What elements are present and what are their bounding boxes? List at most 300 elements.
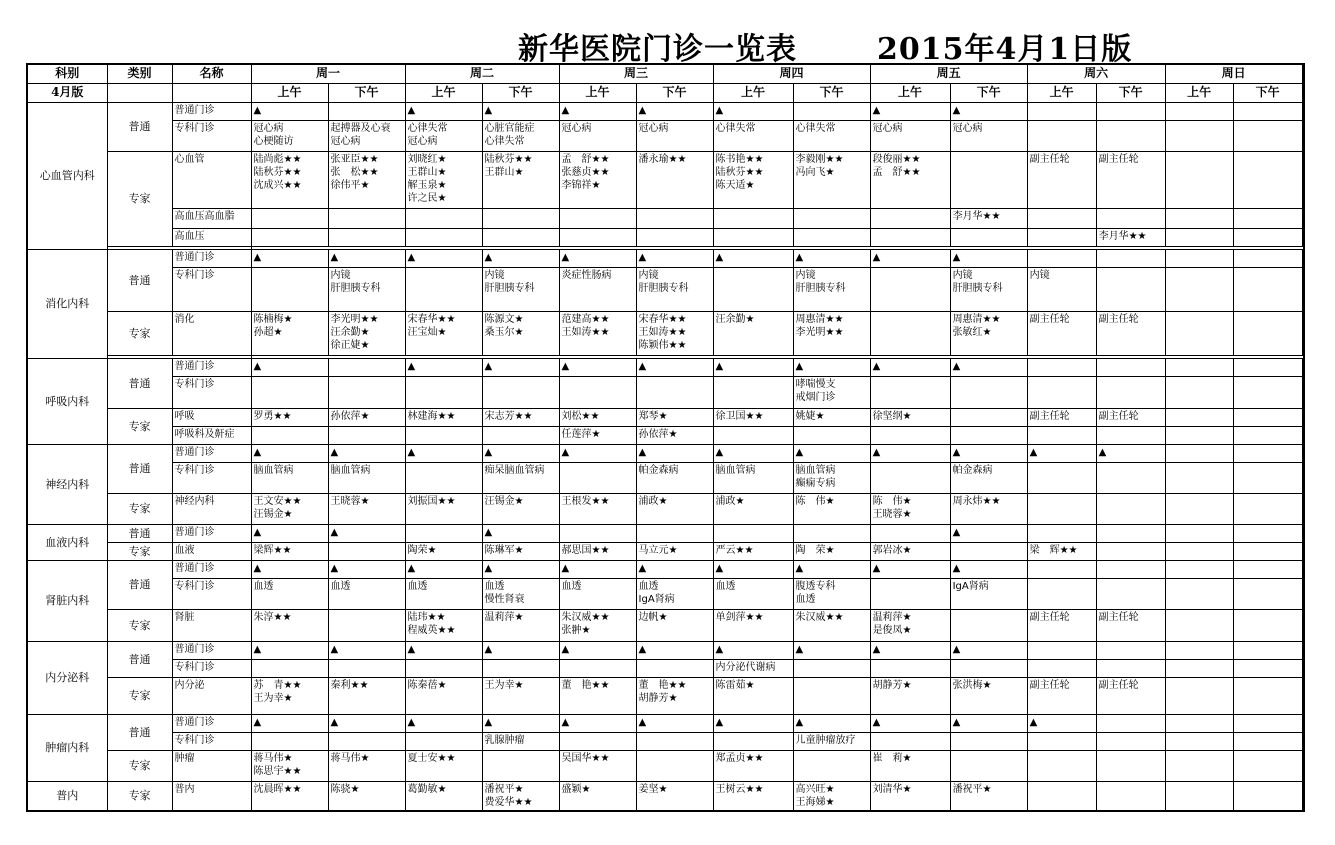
schedule-cell: [636, 376, 713, 408]
schedule-cell: [328, 228, 405, 246]
schedule-cell: ▲: [251, 358, 328, 376]
schedule-cell: 儿童肿瘤放疗: [793, 732, 870, 750]
schedule-cell: [482, 659, 559, 677]
header-am: 上午: [1027, 83, 1096, 102]
schedule-cell: [1096, 524, 1165, 542]
schedule-cell: ▲: [713, 714, 793, 732]
clinic-name-cell: 血液: [172, 542, 251, 560]
schedule-row: [27, 750, 1304, 781]
schedule-row: [27, 578, 1304, 609]
schedule-cell: [1233, 560, 1302, 578]
schedule-cell: 内分泌代谢病: [713, 659, 793, 677]
schedule-cell: [713, 208, 793, 228]
category-cell: 专家: [107, 781, 172, 811]
schedule-cell: ▲: [405, 641, 482, 659]
schedule-cell: 内镜 肝胆胰专科: [328, 267, 405, 311]
schedule-cell: 温莉萍★: [482, 609, 559, 641]
schedule-cell: 沈晨晖★★: [251, 781, 328, 811]
schedule-cell: [1165, 151, 1233, 208]
schedule-cell: [1096, 781, 1165, 811]
schedule-cell: ▲: [328, 524, 405, 542]
clinic-name-cell: 高血压: [172, 228, 251, 246]
clinic-name-cell: 呼吸: [172, 408, 251, 426]
schedule-row: [27, 781, 1304, 811]
schedule-row: [27, 641, 1304, 659]
schedule-cell: [1165, 781, 1233, 811]
schedule-cell: ▲: [251, 444, 328, 462]
schedule-cell: 徐坚纲★: [870, 408, 950, 426]
schedule-row: [27, 609, 1304, 641]
schedule-cell: [251, 376, 328, 408]
schedule-cell: 郝思国★★: [559, 542, 636, 560]
schedule-cell: [559, 659, 636, 677]
schedule-cell: [950, 426, 1027, 444]
clinic-name-cell: 呼吸科及鼾症: [172, 426, 251, 444]
schedule-cell: 孙依萍★: [636, 426, 713, 444]
clinic-name-cell: 肾脏: [172, 609, 251, 641]
schedule-cell: 刘振国★★: [405, 493, 482, 524]
category-cell: 专家: [107, 609, 172, 641]
schedule-cell: [870, 208, 950, 228]
clinic-name-cell: 高血压高血脂: [172, 208, 251, 228]
category-cell: 普通: [107, 714, 172, 750]
schedule-row: [27, 408, 1304, 426]
schedule-cell: [1027, 102, 1096, 120]
schedule-cell: ▲: [1027, 444, 1096, 462]
schedule-cell: 吴国华★★: [559, 750, 636, 781]
schedule-cell: [1165, 376, 1233, 408]
schedule-cell: IgA肾病: [950, 578, 1027, 609]
schedule-cell: 内镜 肝胆胰专科: [482, 267, 559, 311]
schedule-cell: [1027, 376, 1096, 408]
schedule-cell: 马立元★: [636, 542, 713, 560]
schedule-cell: [1165, 542, 1233, 560]
header-pm: 下午: [328, 83, 405, 102]
schedule-cell: [1233, 151, 1302, 208]
schedule-cell: ▲: [636, 249, 713, 267]
schedule-cell: 副主任轮: [1096, 311, 1165, 355]
schedule-cell: 崔 莉★: [870, 750, 950, 781]
schedule-cell: 段俊丽★★ 孟 舒★★: [870, 151, 950, 208]
schedule-cell: 腹透专科 血透: [793, 578, 870, 609]
schedule-cell: [1096, 208, 1165, 228]
schedule-cell: 血透: [713, 578, 793, 609]
schedule-cell: [1165, 493, 1233, 524]
schedule-cell: 秦利★★: [328, 677, 405, 714]
schedule-cell: [1096, 732, 1165, 750]
schedule-row: [27, 659, 1304, 677]
schedule-cell: [482, 750, 559, 781]
schedule-cell: [1165, 750, 1233, 781]
schedule-cell: ▲: [559, 358, 636, 376]
clinic-name-cell: 神经内科: [172, 493, 251, 524]
schedule-cell: [1096, 641, 1165, 659]
clinic-name-cell: 普通门诊: [172, 444, 251, 462]
header-row-days: [27, 64, 1304, 83]
department-cell: 血液内科: [27, 524, 107, 560]
department-cell: 普内: [27, 781, 107, 811]
schedule-cell: 温莉萍★ 是俊凤★: [870, 609, 950, 641]
schedule-cell: [251, 659, 328, 677]
schedule-cell: ▲: [950, 560, 1027, 578]
schedule-cell: ▲: [793, 249, 870, 267]
header-pm: 下午: [1096, 83, 1165, 102]
schedule-cell: 心律失常 冠心病: [405, 120, 482, 151]
schedule-cell: 刘松★★: [559, 408, 636, 426]
schedule-cell: ▲: [950, 444, 1027, 462]
schedule-table: [26, 63, 1305, 812]
schedule-cell: 陶荣★: [405, 542, 482, 560]
schedule-cell: ▲: [482, 560, 559, 578]
clinic-name-cell: 普通门诊: [172, 714, 251, 732]
schedule-cell: [1027, 578, 1096, 609]
schedule-cell: [559, 732, 636, 750]
schedule-cell: 副主任轮: [1027, 311, 1096, 355]
category-cell: 专家: [107, 151, 172, 246]
department-cell: 心血管内科: [27, 102, 107, 249]
schedule-cell: 陈秦蓓★: [405, 677, 482, 714]
schedule-cell: [950, 542, 1027, 560]
category-cell: 普通: [107, 102, 172, 151]
schedule-cell: ▲: [482, 358, 559, 376]
schedule-cell: 脑血管病 癫痫专病: [793, 462, 870, 493]
schedule-cell: 副主任轮: [1096, 677, 1165, 714]
schedule-cell: ▲: [559, 714, 636, 732]
header-pm: 下午: [1233, 83, 1302, 102]
schedule-cell: 陈雷茹★: [713, 677, 793, 714]
schedule-row: [27, 542, 1304, 560]
schedule-cell: [1233, 376, 1302, 408]
schedule-cell: 朱汉威★★ 张翀★: [559, 609, 636, 641]
schedule-cell: [950, 659, 1027, 677]
schedule-cell: 夏士安★★: [405, 750, 482, 781]
department-cell: 神经内科: [27, 444, 107, 524]
schedule-cell: 副主任轮: [1027, 408, 1096, 426]
clinic-name-cell: 普通门诊: [172, 249, 251, 267]
clinic-name-cell: 普通门诊: [172, 524, 251, 542]
schedule-cell: [870, 732, 950, 750]
schedule-cell: [405, 376, 482, 408]
header-blank: [107, 83, 172, 102]
schedule-cell: ▲: [950, 714, 1027, 732]
schedule-cell: [251, 208, 328, 228]
schedule-cell: ▲: [713, 102, 793, 120]
schedule-cell: ▲: [870, 714, 950, 732]
schedule-cell: 内镜 肝胆胰专科: [793, 267, 870, 311]
schedule-cell: 郑琴★: [636, 408, 713, 426]
schedule-cell: ▲: [793, 358, 870, 376]
schedule-cell: [870, 376, 950, 408]
schedule-cell: ▲: [405, 714, 482, 732]
schedule-cell: [1027, 426, 1096, 444]
clinic-name-cell: 普内: [172, 781, 251, 811]
schedule-cell: ▲: [950, 358, 1027, 376]
header-day: 周三: [559, 64, 713, 83]
schedule-cell: 董 艳★★: [559, 677, 636, 714]
schedule-cell: [1096, 659, 1165, 677]
schedule-cell: 潘祝平★ 费爱华★★: [482, 781, 559, 811]
schedule-cell: [1096, 426, 1165, 444]
category-cell: 普通: [107, 249, 172, 311]
schedule-cell: [793, 426, 870, 444]
schedule-cell: 陆玮★★ 程威英★★: [405, 609, 482, 641]
schedule-cell: [793, 228, 870, 246]
header-day: 周五: [870, 64, 1027, 83]
clinic-name-cell: 专科门诊: [172, 578, 251, 609]
schedule-cell: [636, 732, 713, 750]
schedule-cell: ▲: [251, 524, 328, 542]
schedule-cell: ▲: [559, 641, 636, 659]
schedule-cell: 胡静芳★: [870, 677, 950, 714]
schedule-cell: [1096, 714, 1165, 732]
header-pm: 下午: [636, 83, 713, 102]
schedule-cell: [1165, 714, 1233, 732]
schedule-cell: 刘清华★: [870, 781, 950, 811]
schedule-row: [27, 267, 1304, 311]
schedule-body: [27, 64, 1304, 811]
schedule-cell: 浦政★: [636, 493, 713, 524]
schedule-cell: [1165, 267, 1233, 311]
schedule-cell: ▲: [251, 714, 328, 732]
schedule-cell: [559, 208, 636, 228]
schedule-cell: 副主任轮: [1096, 151, 1165, 208]
schedule-cell: ▲: [328, 249, 405, 267]
header-pm: 下午: [482, 83, 559, 102]
schedule-cell: 蒋马伟★ 陈思宇★★: [251, 750, 328, 781]
schedule-cell: 张亚臣★★ 张 松★★ 徐伟平★: [328, 151, 405, 208]
schedule-cell: [870, 267, 950, 311]
schedule-cell: 周永炜★★: [950, 493, 1027, 524]
schedule-row: [27, 714, 1304, 732]
schedule-cell: 副主任轮: [1027, 677, 1096, 714]
schedule-cell: [1165, 120, 1233, 151]
schedule-cell: [328, 102, 405, 120]
clinic-name-cell: 普通门诊: [172, 358, 251, 376]
schedule-cell: [405, 462, 482, 493]
schedule-cell: [1233, 732, 1302, 750]
schedule-cell: 梁 辉★★: [1027, 542, 1096, 560]
schedule-cell: ▲: [870, 641, 950, 659]
schedule-cell: 李毅刚★★ 冯向飞★: [793, 151, 870, 208]
title-text: 新华医院门诊一览表: [518, 32, 797, 67]
schedule-cell: [870, 578, 950, 609]
schedule-cell: [713, 524, 793, 542]
schedule-cell: [328, 542, 405, 560]
schedule-cell: 姜坚★: [636, 781, 713, 811]
schedule-cell: [1165, 444, 1233, 462]
schedule-row: [27, 311, 1304, 355]
schedule-cell: 陈 伟★ 王晓蓉★: [870, 493, 950, 524]
schedule-cell: [1096, 750, 1165, 781]
schedule-row: [27, 560, 1304, 578]
schedule-cell: [1233, 267, 1302, 311]
schedule-cell: ▲: [251, 641, 328, 659]
schedule-cell: 高兴旺★ 王海娣★: [793, 781, 870, 811]
schedule-cell: 副主任轮: [1027, 609, 1096, 641]
page-title: [518, 24, 1132, 68]
schedule-cell: [713, 228, 793, 246]
schedule-cell: 血透: [251, 578, 328, 609]
schedule-cell: [559, 524, 636, 542]
schedule-cell: ▲: [482, 524, 559, 542]
schedule-cell: ▲: [713, 249, 793, 267]
schedule-cell: 炎症性肠病: [559, 267, 636, 311]
schedule-cell: [405, 659, 482, 677]
schedule-cell: [328, 358, 405, 376]
schedule-cell: [1165, 311, 1233, 355]
schedule-cell: [559, 376, 636, 408]
schedule-cell: 王晓蓉★: [328, 493, 405, 524]
schedule-cell: 董 艳★★ 胡静芳★: [636, 677, 713, 714]
schedule-cell: [870, 311, 950, 355]
schedule-cell: [405, 732, 482, 750]
schedule-cell: 心律失常: [793, 120, 870, 151]
schedule-cell: [251, 732, 328, 750]
clinic-name-cell: 肿瘤: [172, 750, 251, 781]
schedule-cell: ▲: [870, 444, 950, 462]
schedule-cell: [1233, 714, 1302, 732]
clinic-name-cell: 普通门诊: [172, 641, 251, 659]
schedule-cell: [1027, 560, 1096, 578]
schedule-cell: [328, 659, 405, 677]
schedule-cell: [1233, 462, 1302, 493]
schedule-cell: 周惠清★★ 李光明★★: [793, 311, 870, 355]
schedule-cell: ▲: [251, 102, 328, 120]
schedule-cell: ▲: [636, 641, 713, 659]
schedule-cell: [713, 267, 793, 311]
schedule-cell: [1027, 358, 1096, 376]
schedule-cell: 内镜: [1027, 267, 1096, 311]
category-cell: 专家: [107, 750, 172, 781]
schedule-cell: [1096, 376, 1165, 408]
schedule-cell: [1027, 524, 1096, 542]
schedule-cell: [1027, 732, 1096, 750]
schedule-cell: ▲: [713, 358, 793, 376]
schedule-cell: ▲: [713, 641, 793, 659]
schedule-cell: ▲: [636, 358, 713, 376]
schedule-cell: ▲: [870, 102, 950, 120]
schedule-cell: [950, 376, 1027, 408]
schedule-cell: [328, 376, 405, 408]
schedule-cell: [482, 376, 559, 408]
schedule-cell: ▲: [870, 358, 950, 376]
schedule-cell: [1096, 578, 1165, 609]
schedule-row: [27, 677, 1304, 714]
schedule-cell: [1165, 462, 1233, 493]
schedule-cell: 副主任轮: [1096, 609, 1165, 641]
schedule-cell: 孙依萍★: [328, 408, 405, 426]
schedule-cell: ▲: [482, 249, 559, 267]
schedule-cell: ▲: [713, 560, 793, 578]
schedule-cell: [1233, 659, 1302, 677]
schedule-cell: [1233, 358, 1302, 376]
schedule-row: [27, 426, 1304, 444]
schedule-cell: 葛勤敏★: [405, 781, 482, 811]
schedule-cell: 心脏官能症 心律失常: [482, 120, 559, 151]
schedule-row: [27, 462, 1304, 493]
schedule-cell: 严云★★: [713, 542, 793, 560]
schedule-cell: [870, 462, 950, 493]
schedule-cell: 脑血管病: [713, 462, 793, 493]
schedule-cell: [636, 228, 713, 246]
schedule-cell: 心律失常: [713, 120, 793, 151]
schedule-cell: 起搏器及心衰 冠心病: [328, 120, 405, 151]
schedule-cell: [793, 750, 870, 781]
header-am: 上午: [1165, 83, 1233, 102]
schedule-cell: 孟 舒★★ 张慈贞★★ 李锦祥★: [559, 151, 636, 208]
schedule-cell: 内镜 肝胆胰专科: [636, 267, 713, 311]
schedule-cell: [870, 659, 950, 677]
schedule-cell: ▲: [1027, 714, 1096, 732]
schedule-cell: [636, 208, 713, 228]
schedule-cell: [950, 732, 1027, 750]
schedule-cell: 郭岩冰★: [870, 542, 950, 560]
schedule-row: [27, 228, 1304, 246]
schedule-cell: 冠心病: [870, 120, 950, 151]
clinic-name-cell: 专科门诊: [172, 120, 251, 151]
schedule-cell: [1027, 659, 1096, 677]
schedule-cell: 陈源文★ 桑玉尔★: [482, 311, 559, 355]
schedule-cell: ▲: [482, 102, 559, 120]
schedule-cell: [1233, 208, 1302, 228]
header-am: 上午: [870, 83, 950, 102]
schedule-cell: 周惠清★★ 张敏红★: [950, 311, 1027, 355]
schedule-cell: [793, 524, 870, 542]
schedule-cell: 罗勇★★: [251, 408, 328, 426]
schedule-cell: 李月华★★: [1096, 228, 1165, 246]
schedule-cell: 苏 青★★ 王为幸★: [251, 677, 328, 714]
department-cell: 肿瘤内科: [27, 714, 107, 781]
schedule-cell: [1096, 542, 1165, 560]
header-am: 上午: [713, 83, 793, 102]
schedule-cell: ▲: [251, 249, 328, 267]
schedule-cell: [1165, 524, 1233, 542]
schedule-cell: ▲: [482, 641, 559, 659]
schedule-cell: [950, 408, 1027, 426]
clinic-name-cell: 普通门诊: [172, 560, 251, 578]
schedule-cell: [1233, 677, 1302, 714]
schedule-cell: ▲: [950, 641, 1027, 659]
schedule-cell: 单剑萍★★: [713, 609, 793, 641]
schedule-row: [27, 358, 1304, 376]
schedule-cell: [1233, 609, 1302, 641]
department-cell: 呼吸内科: [27, 358, 107, 444]
department-cell: 消化内科: [27, 249, 107, 358]
clinic-name-cell: 专科门诊: [172, 376, 251, 408]
schedule-cell: [793, 677, 870, 714]
schedule-cell: [1233, 524, 1302, 542]
schedule-row: [27, 102, 1304, 120]
schedule-cell: [1165, 578, 1233, 609]
schedule-cell: [1233, 542, 1302, 560]
header-name: 名称: [172, 64, 251, 83]
schedule-cell: 李月华★★: [950, 208, 1027, 228]
category-cell: 专家: [107, 408, 172, 444]
schedule-row: [27, 732, 1304, 750]
schedule-cell: ▲: [328, 560, 405, 578]
schedule-cell: [559, 228, 636, 246]
schedule-cell: [328, 609, 405, 641]
schedule-cell: [1027, 493, 1096, 524]
schedule-cell: 陆秋芬★★ 王群山★: [482, 151, 559, 208]
schedule-cell: [950, 228, 1027, 246]
schedule-cell: [1027, 750, 1096, 781]
schedule-cell: [1233, 249, 1302, 267]
category-cell: 专家: [107, 311, 172, 355]
schedule-cell: ▲: [559, 560, 636, 578]
schedule-row: [27, 208, 1304, 228]
schedule-cell: ▲: [793, 444, 870, 462]
